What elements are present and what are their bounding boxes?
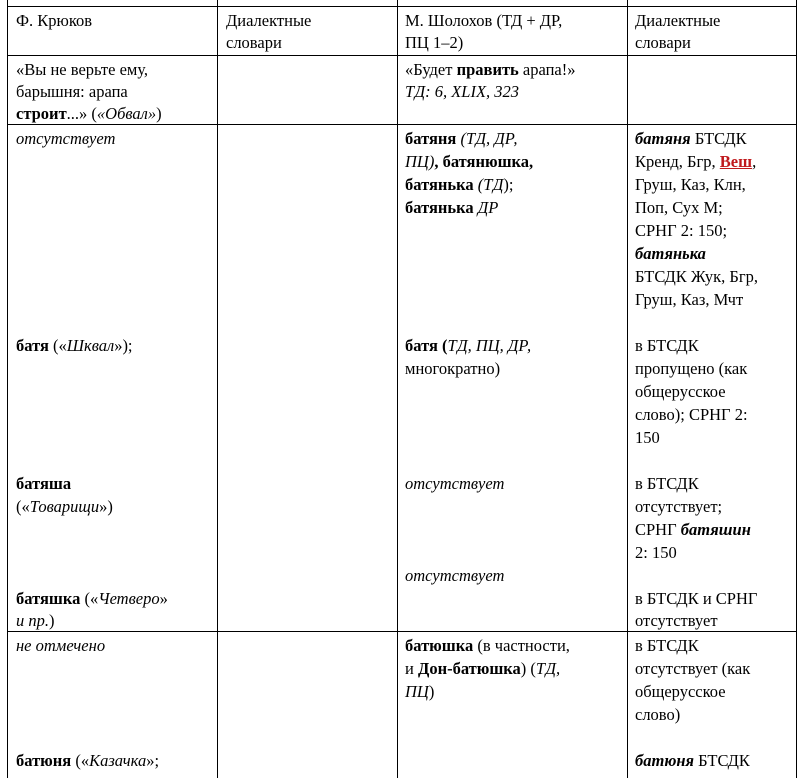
r2-b2-c1-line2: («Товарищи»): [16, 497, 113, 516]
row-divider: [7, 55, 797, 56]
r3-b-c4: батюня БТСДК: [635, 751, 750, 770]
r2-b1-c4-line3: общерусское: [635, 382, 726, 401]
r2-b3-c1-line2: и пр.): [16, 611, 55, 630]
r2-b3-c4-line2: отсутствует: [635, 611, 718, 630]
r2-c4-line7: БТСДК Жук, Бгр,: [635, 267, 759, 286]
r2-b1-c3-line1: батя (ТД, ПЦ, ДР,: [405, 336, 532, 355]
r3-c4-line4: слово): [635, 705, 681, 724]
r2-b2-c4-line3: СРНГ батяшин: [635, 520, 751, 539]
r2-c4-line5: СРНГ 2: 150;: [635, 221, 728, 240]
r2-c3-line1: батяня (ТД, ДР,: [405, 129, 518, 148]
r2-b2-c3: отсутствует: [405, 474, 505, 493]
r1-c1-line3: строит...» («Обвал»): [16, 104, 162, 123]
r2-c3-line2: ПЦ), батянюшка,: [405, 152, 534, 171]
r1-c3-line2: ТД: 6, XLIX, 323: [405, 82, 520, 101]
r2-b1-c4-line1: в БТСДК: [635, 336, 699, 355]
r2-b1-c4-line5: 150: [635, 428, 660, 447]
r2-c3-line4: батянька ДР: [405, 198, 499, 217]
r3-c3-line2: и Дон-батюшка) (ТД,: [405, 659, 561, 678]
header-col3-line2: ПЦ 1–2): [405, 33, 464, 52]
column-divider: [627, 0, 628, 778]
r1-c1-line2: барышня: арапа: [16, 82, 128, 101]
header-col3-line1: М. Шолохов (ТД + ДР,: [405, 11, 563, 30]
header-col4-line2: словари: [635, 33, 691, 52]
r2-c4-line2: Кренд, Бгр, Веш,: [635, 152, 757, 171]
r3-c4-line2: отсутствует (как: [635, 659, 751, 678]
r2-c1: отсутствует: [16, 129, 116, 148]
r2-b1-c4-line4: слово); СРНГ 2:: [635, 405, 748, 424]
header-col2-line2: словари: [226, 33, 282, 52]
highlighted-abbreviation: Веш: [719, 152, 753, 171]
r3-c3-line1: батюшка (в частности,: [405, 636, 570, 655]
r2-c3-line3: батянька (ТД);: [405, 175, 514, 194]
r3-c1: не отмечено: [16, 636, 106, 655]
column-divider: [397, 0, 398, 778]
r2-c4-line6: батянька: [635, 244, 706, 263]
r3-c4-line1: в БТСДК: [635, 636, 699, 655]
column-divider: [217, 0, 218, 778]
r1-c1-line1: «Вы не верьте ему,: [16, 60, 149, 79]
r3-c4-line3: общерусское: [635, 682, 726, 701]
r2-b3-c4-line1: в БТСДК и СРНГ: [635, 589, 758, 608]
r2-b3-c3: отсутствует: [405, 566, 505, 585]
r2-b1-c1: батя («Шквал»);: [16, 336, 133, 355]
r2-b2-c4-line1: в БТСДК: [635, 474, 699, 493]
r2-b3-c1-line1: батяшка («Четверо»: [16, 589, 168, 608]
r3-c3-line3: ПЦ): [405, 682, 435, 701]
r2-c4-line8: Груш, Каз, Мчт: [635, 290, 744, 309]
table-border-right: [796, 0, 797, 778]
header-col2-line1: Диалектные: [226, 11, 312, 30]
r2-c4-line1: батяня БТСДК: [635, 129, 747, 148]
r2-b1-c3-line2: многократно): [405, 359, 501, 378]
r2-b2-c4-line2: отсутствует;: [635, 497, 723, 516]
header-col1: Ф. Крюков: [16, 11, 93, 30]
header-col4-line1: Диалектные: [635, 11, 721, 30]
r2-b1-c4-line2: пропущено (как: [635, 359, 748, 378]
r2-c4-line4: Поп, Сух М;: [635, 198, 723, 217]
r3-b-c1: батюня («Казачка»;: [16, 751, 160, 770]
r2-c4-line3: Груш, Каз, Клн,: [635, 175, 746, 194]
r1-c3-line1: «Будет править арапа!»: [405, 60, 576, 79]
table-border-left: [7, 0, 8, 778]
r2-b2-c4-line4: 2: 150: [635, 543, 677, 562]
table-border-top: [7, 6, 797, 7]
r2-b2-c1-line1: батяша: [16, 474, 72, 493]
